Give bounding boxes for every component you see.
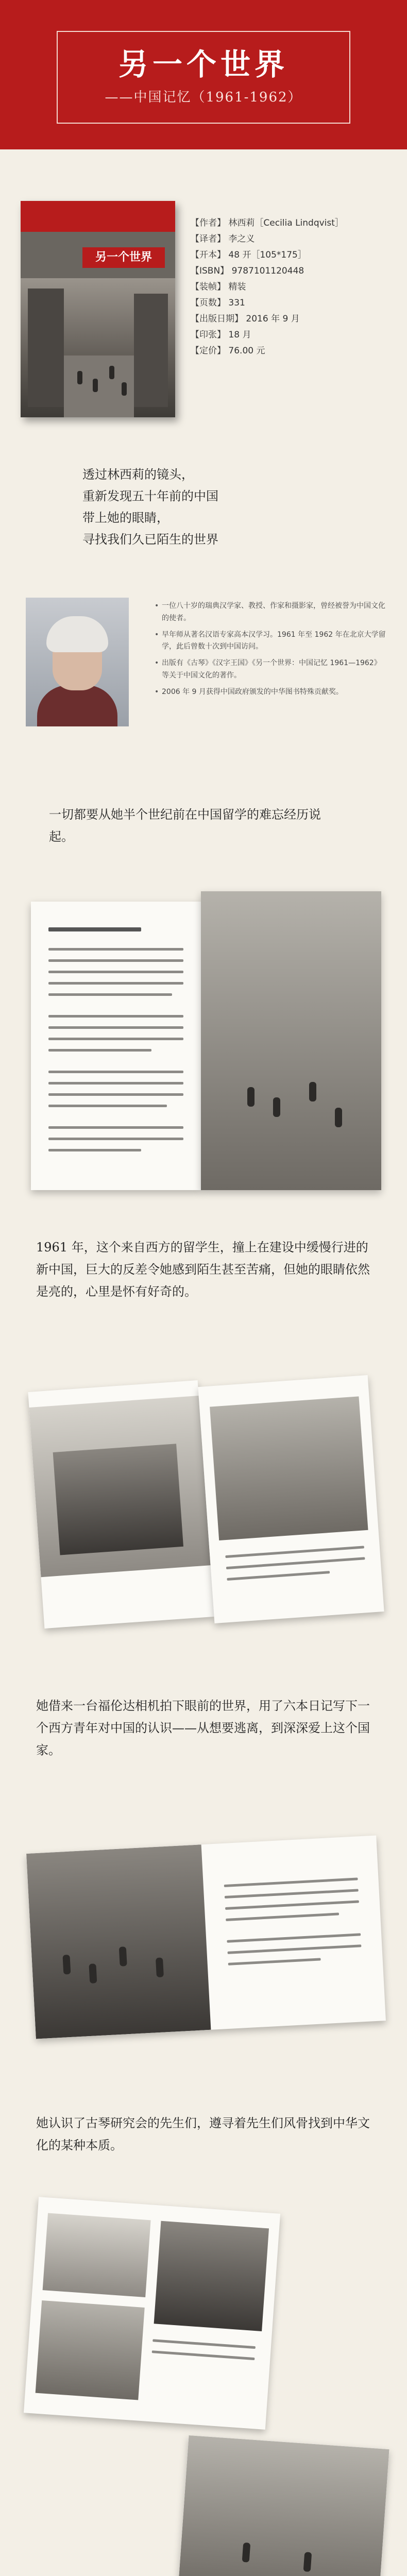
section-text-1: 一切都要从她半个世纪前在中国留学的难忘经历说起。 xyxy=(49,807,321,844)
text-line xyxy=(226,1557,365,1569)
intro-quote xyxy=(82,464,371,550)
author-photo-body xyxy=(37,685,117,726)
section-text-2: 1961 年，这个来自西方的留学生，撞上在建设中缓慢行进的新中国，巨大的反差令她感到陌生甚至苦痛，但她的眼睛依然是亮的，心里是怀有好奇的。 xyxy=(36,1240,370,1299)
text-line xyxy=(48,1071,183,1073)
text-line xyxy=(226,1912,339,1921)
photo-figure xyxy=(119,1946,127,1967)
info-row-date xyxy=(191,311,397,327)
text-line xyxy=(228,1944,362,1954)
info-label: 【开本】 xyxy=(191,250,226,260)
quote-line: 寻找我们久已陌生的世界 xyxy=(82,532,218,547)
crowd-photo xyxy=(26,1844,211,2039)
text-line xyxy=(48,1149,141,1151)
spread-page-top xyxy=(24,2197,280,2430)
qin-society-photo xyxy=(43,2213,151,2297)
info-label: 【页数】 xyxy=(191,298,226,308)
author-photo xyxy=(26,598,129,726)
text-line xyxy=(48,1105,167,1107)
photo-figure xyxy=(273,1097,280,1117)
info-value: 331 xyxy=(228,298,245,308)
author-photo-hair xyxy=(46,616,108,652)
info-value: 48 开［105*175］ xyxy=(228,250,307,260)
info-row-binding xyxy=(191,279,397,295)
info-row-format xyxy=(191,247,397,263)
info-row-isbn xyxy=(191,263,397,279)
cover-top-band xyxy=(21,201,175,232)
author-bio-item: • 2006 年 9 月获得中国政府颁发的中华图书特殊贡献奖。 xyxy=(155,686,386,699)
text-line xyxy=(48,948,183,951)
page-subtitle: ——中国记忆（1961-1962） xyxy=(105,90,302,105)
photo-figure xyxy=(242,2543,251,2563)
text-line xyxy=(48,982,183,985)
info-value: 2016 年 9 月 xyxy=(246,314,300,324)
book-spread-1 xyxy=(31,891,381,1200)
photo-figure xyxy=(335,1108,342,1127)
photo-figure xyxy=(247,1087,255,1107)
page-title: 另一个世界 xyxy=(118,47,289,82)
spread-page-bottom xyxy=(172,2435,389,2576)
cover-figure xyxy=(93,379,98,392)
book-info xyxy=(191,215,397,359)
cover-building xyxy=(134,294,168,407)
info-value: 18 月 xyxy=(228,330,251,340)
spread-page-left xyxy=(31,902,201,1190)
cover-figure xyxy=(122,382,127,396)
text-line xyxy=(152,2339,256,2349)
qin-player-photo xyxy=(154,2221,269,2331)
text-line xyxy=(48,1026,183,1029)
info-label: 【印张】 xyxy=(191,330,226,340)
spread-page xyxy=(26,1835,386,2039)
section-text-3: 她借来一台福伦达相机拍下眼前的世界，用了六本日记写下一个西方青年对中国的认识——从想要逃离，到深深爱上这个国家。 xyxy=(36,1699,370,1758)
info-value: 76.00 元 xyxy=(228,346,265,356)
info-label: 【译者】 xyxy=(191,234,226,244)
book-spread-4 xyxy=(31,2205,381,2576)
author-bio-item: • 早年师从著名汉语专家高本汉学习。1961 年至 1962 年在北京大学留学，此后曾数十次到中国访问。 xyxy=(155,629,386,654)
photo-figure xyxy=(309,1082,316,1101)
info-label: 【出版日期】 xyxy=(191,314,243,324)
street-scene-photo xyxy=(178,2435,389,2576)
photo-figure xyxy=(303,2552,312,2572)
info-row-translator xyxy=(191,231,397,247)
text-line xyxy=(228,1958,321,1965)
info-value: 精装 xyxy=(228,282,246,292)
text-line xyxy=(48,1038,183,1040)
author-bio-item: • 一位八十岁的瑞典汉学家、教授、作家和摄影家，曾经被誉为中国文化的使者。 xyxy=(155,600,386,625)
text-line xyxy=(48,1015,183,1018)
author-bio xyxy=(155,600,386,703)
text-line xyxy=(227,1571,330,1581)
cover-figure xyxy=(109,366,114,379)
qin-master-photo xyxy=(36,2300,145,2400)
text-line xyxy=(48,1126,183,1129)
campus-photo xyxy=(210,1396,368,1540)
street-photo xyxy=(201,891,381,1190)
building-facade xyxy=(53,1444,183,1555)
info-value: 林西莉［Cecilia Lindqvist］ xyxy=(228,218,344,228)
spread-page-right xyxy=(201,891,381,1190)
cover-figure xyxy=(77,371,82,384)
cover-title: 另一个世界 xyxy=(82,247,165,268)
spread-page-left xyxy=(28,1380,214,1629)
info-value: 9787101120448 xyxy=(231,266,304,276)
cover-building xyxy=(28,289,64,407)
info-row-author xyxy=(191,215,397,231)
text-line xyxy=(48,1138,183,1140)
text-line xyxy=(225,1889,359,1899)
quote-line: 带上她的眼睛， xyxy=(82,511,169,525)
photo-figure xyxy=(62,1955,71,1975)
spread-page-right xyxy=(198,1375,384,1623)
info-row-pages xyxy=(191,295,397,311)
page-heading xyxy=(48,927,141,931)
text-line xyxy=(225,1546,364,1558)
text-line xyxy=(227,1933,361,1943)
text-line xyxy=(48,1093,183,1096)
book-spread-3 xyxy=(31,1829,381,2045)
photo-figure xyxy=(89,1963,97,1984)
book-spread-2 xyxy=(31,1370,381,1638)
info-value: 李之义 xyxy=(228,234,255,244)
text-line xyxy=(48,1082,183,1084)
text-line xyxy=(224,1877,358,1887)
text-line xyxy=(152,2350,255,2360)
quote-line: 透过林西莉的镜头， xyxy=(82,467,194,482)
text-line xyxy=(48,959,183,962)
info-label: 【ISBN】 xyxy=(191,266,229,276)
info-label: 【装帧】 xyxy=(191,282,226,292)
info-label: 【作者】 xyxy=(191,218,226,228)
text-line xyxy=(225,1900,359,1910)
text-line xyxy=(48,1049,151,1052)
author-bio-item: • 出版有《古琴》《汉字王国》《另一个世界：中国记忆 1961—1962》等关于中国文化的著作。 xyxy=(155,657,386,682)
photo-figure xyxy=(156,1957,164,1977)
quote-line: 重新发现五十年前的中国 xyxy=(82,489,218,503)
info-row-sheets xyxy=(191,327,397,343)
section-text-4: 她认识了古琴研究会的先生们，遵寻着先生们风骨找到中华文化的某种本质。 xyxy=(36,2116,370,2153)
book-cover xyxy=(21,201,175,417)
header-banner xyxy=(0,0,407,149)
text-line xyxy=(48,971,183,973)
text-line xyxy=(48,993,172,996)
info-row-price xyxy=(191,343,397,359)
info-label: 【定价】 xyxy=(191,346,226,356)
